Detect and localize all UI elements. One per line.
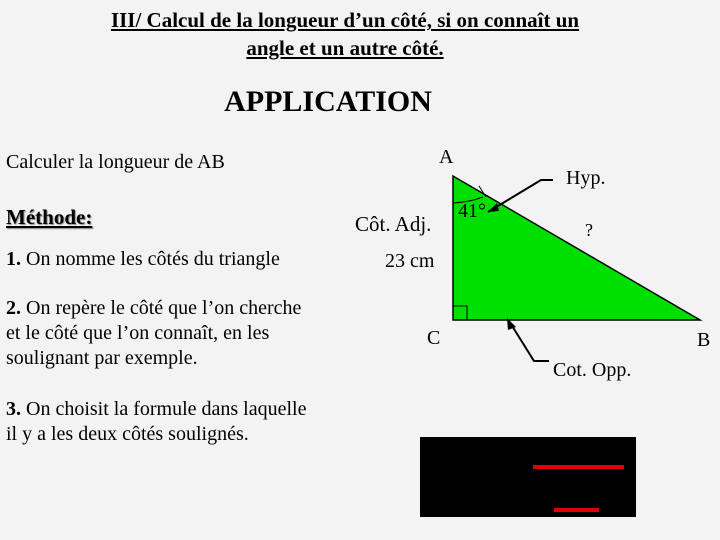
application-heading: APPLICATION	[224, 85, 432, 118]
step-2-line2: et le côté que l’on connaît, en les	[6, 322, 270, 344]
adjacent-label: Côt. Adj.	[355, 212, 432, 236]
vertex-b: B	[697, 329, 711, 351]
step-3-line1: On choisit la formule dans laquelle	[26, 398, 307, 420]
adjacent-length: 23 cm	[385, 250, 435, 272]
hyp-label: Hyp.	[566, 167, 606, 189]
step-3-line2: il y a les deux côtés soulignés.	[6, 423, 249, 445]
vertex-c: C	[427, 327, 441, 349]
right-triangle	[453, 176, 700, 320]
step-1-number: 1.	[6, 248, 21, 270]
step-1-text: On nomme les côtés du triangle	[26, 248, 280, 270]
step-3-number: 3.	[6, 398, 21, 420]
task-text: Calculer la longueur de AB	[6, 151, 225, 173]
step-2-line1: On repère le côté que l’on cherche	[26, 297, 302, 319]
opposite-label: Cot. Opp.	[553, 359, 632, 381]
section-title-line2: angle et un autre côté.	[246, 36, 444, 60]
unknown-mark: ?	[585, 220, 593, 240]
step-2-number: 2.	[6, 297, 21, 319]
section-title-line1: III/ Calcul de la longueur d’un côté, si on connaît un	[110, 8, 580, 32]
methode-label: Méthode:	[6, 205, 93, 229]
step-2-line3: soulignant par exemple.	[6, 347, 198, 369]
formula-box	[420, 437, 636, 517]
vertex-a: A	[439, 146, 454, 168]
angle-value: 41°	[458, 200, 486, 222]
underline-mark-hyp	[533, 465, 624, 469]
underline-mark-opp	[554, 508, 599, 512]
